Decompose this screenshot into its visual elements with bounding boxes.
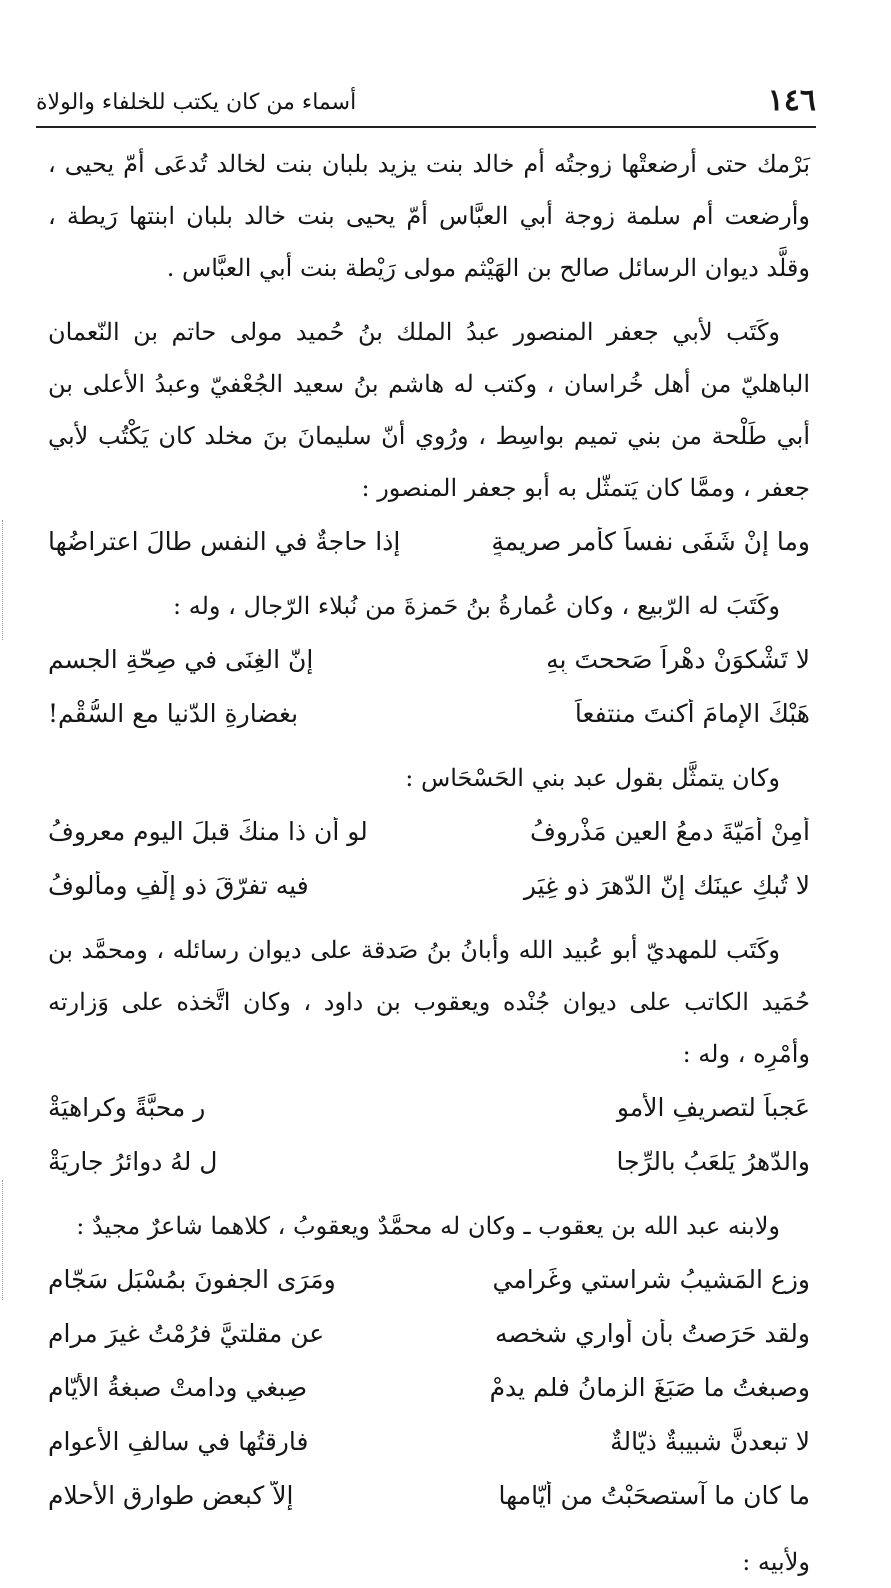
verse-line bbox=[48, 1134, 810, 1188]
verse-second-hemistich: لو أن ذا منكَ قبلَ اليومِ معروفُ bbox=[48, 816, 368, 846]
verse-block-1 bbox=[48, 514, 810, 568]
paragraph-1: بَرْمك حتى أرضعتْها زوجتُه أم خالد بنت يزيد بلبان بنت لخالد تُدعَى أمّ يحيى ، وأرضعت أم سلمة زوجة أبي العبَّاس أمّ يحيى بنت خالد بلبان ابنتها رَيطة ، وقلَّد ديوان الرسائل صالح بن الهَيْثم مولى رَيْطة بنت أبي العبَّاس . bbox=[48, 150, 810, 282]
running-title: أسماء من كان يكتب للخلفاء والولاة bbox=[36, 90, 357, 115]
verse-second-hemistich: رِ محبَّةً وكراهيَةْ bbox=[48, 1092, 206, 1122]
verse-first-hemistich: وما إنْ شَفَى نفساً كأمرٍ صريمةٍ bbox=[491, 526, 810, 556]
verse-line bbox=[48, 1080, 810, 1134]
scan-edge-mark bbox=[2, 520, 3, 640]
verse-block-2 bbox=[48, 632, 810, 740]
paragraph-6: ولابنه عبد الله بن يعقوب ـ وكان له محمَّدٌ ويعقوبُ ، كلاهما شاعرٌ مجيدٌ : bbox=[76, 1212, 780, 1240]
verse-first-hemistich: هَبْكَ الإمامَ أكنتَ منتفعاً bbox=[574, 698, 810, 728]
verse-second-hemistich: إلاّ كبعضِ طوارقِ الأحلامِ bbox=[48, 1480, 294, 1510]
verse-second-hemistich: إنّ الغِنَى في صِحّةِ الجسمِ bbox=[48, 644, 314, 674]
verse-line bbox=[48, 1414, 810, 1468]
verse-line bbox=[48, 1360, 810, 1414]
verse-block-3 bbox=[48, 804, 810, 912]
verse-line bbox=[48, 632, 810, 686]
verse-first-hemistich: وصبغتُ ما صَبَغَ الزمانُ فلم يدمْ bbox=[489, 1372, 810, 1402]
verse-second-hemistich: فارقتُها في سالفِ الأعوامِ bbox=[48, 1426, 309, 1456]
header-rule bbox=[36, 126, 816, 128]
scan-edge-mark bbox=[2, 1180, 3, 1300]
verse-line bbox=[48, 858, 810, 912]
verse-second-hemistich: ومَرَى الجفونَ بمُسْبَلٍ سَجّامِ bbox=[48, 1264, 336, 1294]
verse-second-hemistich: لِ لهُ دوائرُ جاريَةْ bbox=[48, 1146, 218, 1176]
verse-first-hemistich: لا تبعدنَّ شبيبةٌ ذيّالةٌ bbox=[610, 1426, 810, 1456]
page-body bbox=[48, 138, 810, 1588]
verse-first-hemistich: وزع المَشيبُ شراستي وغَرامي bbox=[492, 1264, 810, 1294]
verse-second-hemistich: بغضارةِ الدّنيا مع السُّقْمِ! bbox=[48, 698, 299, 728]
verse-first-hemistich: لا تُبكِ عينَك إنّ الدّهرَ ذو غِيَرٍ bbox=[523, 870, 810, 900]
verse-first-hemistich: والدّهرُ يَلعَبُ بالرِّجا bbox=[616, 1146, 810, 1176]
paragraph-4: وكان يتمثَّل بقول عبد بني الحَسْحَاس : bbox=[405, 764, 780, 792]
verse-line bbox=[48, 686, 810, 740]
verse-line bbox=[48, 804, 810, 858]
page-header bbox=[36, 78, 816, 118]
verse-first-hemistich: عَجباً لتصريفِ الأُمو bbox=[616, 1092, 810, 1122]
verse-first-hemistich: لا تَشْكوَنْ دهْراً صَححتَ بِهِ bbox=[546, 644, 810, 674]
paragraph-5: وكَتَب للمهديّ أبو عُبيد الله وأبانُ بنُ صَدقة على ديوان رسائله ، ومحمَّد بن حُمَيد الكاتب على ديوان جُنْده ويعقوب بن داود ، وكان اتَّخذه على وَزارته وأمْرِه ، وله : bbox=[48, 936, 810, 1068]
verse-line bbox=[48, 1252, 810, 1306]
verse-first-hemistich: أَمِنْ أُمَيّةَ دمعُ العينِ مَذْروفُ bbox=[529, 816, 810, 846]
verse-second-hemistich: عن مقلتيَّ فرُمْتُ غيرَ مرامِ bbox=[48, 1318, 325, 1348]
paragraph-2: وكَتَب لأبي جعفر المنصور عبدُ الملك بنُ حُميد مولى حاتم بن النّعمان الباهليّ من أهل خُراسان ، وكتب له هاشم بنُ سعيد الجُعْفيّ وعبدُ الأعلى بن أبي طَلْحة من بني تميم بواسِط ، ورُوي أنّ سليمانَ بنَ مخلد كان يَكْتُب لأبي جعفر ، وممَّا كان يَتمثّل به أبو جعفر المنصور : bbox=[48, 318, 810, 502]
verse-first-hemistich: ولقد حَرَصتُ بأن أُوارِي شخصه bbox=[495, 1318, 810, 1348]
verse-second-hemistich: فيه تفرّقَ ذو إلْفٍ ومألوفُ bbox=[48, 870, 309, 900]
verse-line bbox=[48, 514, 810, 568]
verse-second-hemistich: صِبغي ودامتْ صبغةُ الأيّامِ bbox=[48, 1372, 308, 1402]
verse-second-hemistich: إذا حاجةٌ في النفس طالَ اعتراضُها bbox=[48, 526, 401, 556]
verse-block-5 bbox=[48, 1252, 810, 1522]
closing-line: ولأبيه : bbox=[742, 1548, 810, 1576]
paragraph-3: وكَتَبَ له الرّبيع ، وكان عُمارةُ بنُ حَمزةَ من نُبلاء الرّجال ، وله : bbox=[172, 592, 780, 620]
verse-line bbox=[48, 1306, 810, 1360]
verse-block-4 bbox=[48, 1080, 810, 1188]
verse-first-hemistich: ما كان ما آستصحَبْتُ من أيّامها bbox=[498, 1480, 810, 1510]
page-number: ١٤٦ bbox=[767, 83, 816, 118]
verse-line bbox=[48, 1468, 810, 1522]
